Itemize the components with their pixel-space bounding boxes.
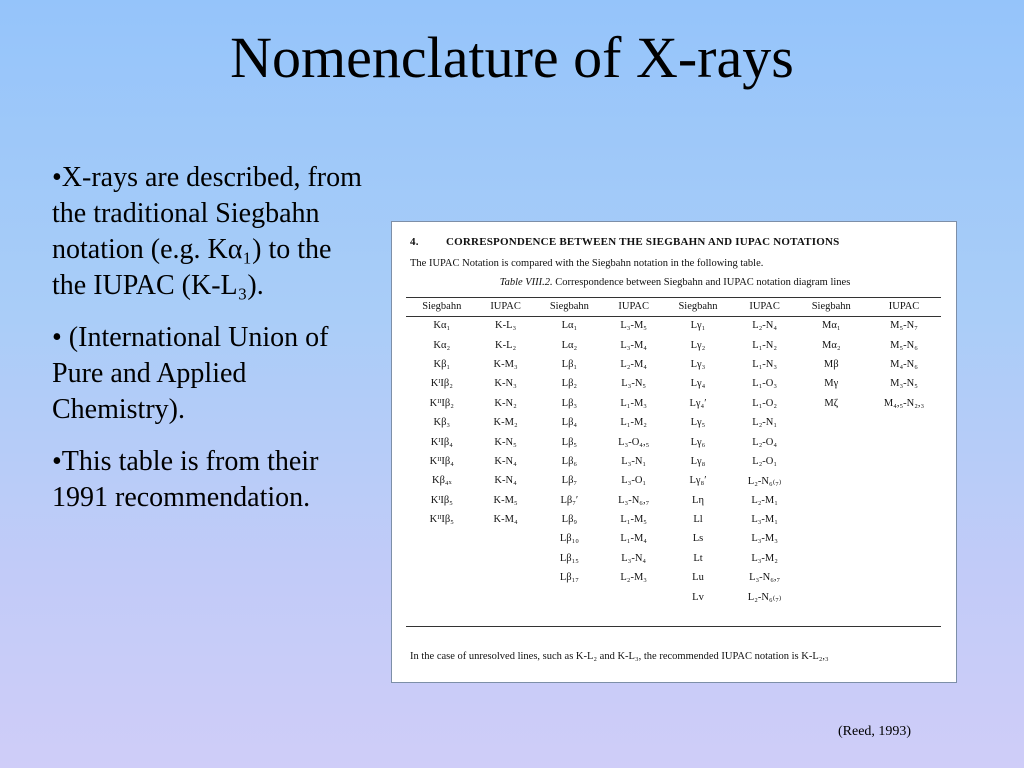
table-cell: M₅-N₇ <box>890 320 918 332</box>
column-header: Siegbahn <box>811 301 851 312</box>
table-cell <box>867 471 941 490</box>
table-row <box>406 549 941 568</box>
table-row <box>406 355 941 374</box>
table-cell: K-N₂ <box>494 397 517 409</box>
table-cell: Lγ₁ <box>690 320 706 332</box>
table-cell <box>406 568 478 587</box>
table-cell: L₂-M₁ <box>751 494 778 506</box>
column-header: IUPAC <box>749 301 780 312</box>
table-cell: L₁-M₄ <box>620 533 647 545</box>
table-cell: Kβ₃ <box>433 417 451 429</box>
table-body <box>406 316 941 607</box>
section-number: 4. <box>410 236 419 248</box>
table-row <box>406 413 941 432</box>
table-cell: L₃-M₅ <box>620 320 647 332</box>
table-header-row <box>406 297 941 316</box>
table-cell: K-N₅ <box>494 436 517 448</box>
table-cell: Mζ <box>824 397 839 409</box>
table-cell <box>867 491 941 510</box>
table-cell: Lβ₂ <box>561 378 578 390</box>
caption-text: Correspondence between Siegbahn and IUPAC notation diagram lines <box>555 277 851 288</box>
table-cell: K-L₂ <box>495 339 517 351</box>
column-header: IUPAC <box>490 301 521 312</box>
table-cell <box>478 549 534 568</box>
table-cell <box>534 587 606 606</box>
table-cell <box>795 413 867 432</box>
table-row <box>406 394 941 413</box>
table-cell: Lβ₆ <box>561 455 578 467</box>
table-cell <box>867 432 941 451</box>
table-cell: L₃-N₄ <box>621 552 647 564</box>
table-cell: Lβ₉ <box>561 514 578 526</box>
table-cell <box>478 587 534 606</box>
table-cell: L₃-O₁ <box>621 475 647 487</box>
table-cell: Mα₁ <box>821 320 841 332</box>
table-cell: Kα₂ <box>433 339 451 351</box>
table-cell <box>867 529 941 548</box>
figure-intro: The IUPAC Notation is compared with the Siegbahn notation in the following table. <box>410 258 764 269</box>
table-cell: Lη <box>692 494 704 506</box>
table-row <box>406 568 941 587</box>
table-cell: Kβ₁ <box>433 358 451 370</box>
table-cell <box>867 568 941 587</box>
table-cell <box>406 549 478 568</box>
table-cell: KᴵIβ₂ <box>430 378 453 390</box>
table-cell <box>795 529 867 548</box>
table-cell: L₁-M₃ <box>620 397 647 409</box>
table-cell: Lβ₇ <box>561 475 578 487</box>
table-cell: Ll <box>693 514 703 526</box>
table-cell <box>867 587 941 606</box>
table-cell: Lβ₃ <box>561 397 578 409</box>
table-cell: KᴵIβ₄ <box>430 436 453 448</box>
table-cell: L₁-M₅ <box>620 514 647 526</box>
table-cell: M₄-N₆ <box>890 358 918 370</box>
column-header: IUPAC <box>618 301 649 312</box>
table-cell: Lβ₁ <box>561 358 578 370</box>
table-row <box>406 587 941 606</box>
table-cell: M₅-N₆ <box>890 339 918 351</box>
table-cell: L₁-O₂ <box>752 397 778 409</box>
table-cell: Lγ₅ <box>690 417 706 429</box>
table-cell: K-M₃ <box>493 358 518 370</box>
table-cell: L₂-O₁ <box>752 455 778 467</box>
table-cell: Lα₂ <box>561 339 578 351</box>
table-cell: KᴵᴵIβ₂ <box>429 397 454 409</box>
table-cell: L₂-M₄ <box>620 358 647 370</box>
table-cell: L₃-M₄ <box>620 339 647 351</box>
table-cell: Kα₁ <box>433 320 451 332</box>
table-cell: Lγ₄′ <box>689 397 707 409</box>
table-cell: Lγ₈′ <box>689 475 707 487</box>
table-cell <box>867 452 941 471</box>
table-cell: L₃-N₅ <box>621 378 647 390</box>
table-row <box>406 316 941 335</box>
table-cell: L₁-N₃ <box>752 358 778 370</box>
table-cell <box>795 549 867 568</box>
table-cell <box>795 568 867 587</box>
table-cell: L₂-N₆₍₇₎ <box>747 475 782 487</box>
table-cell: L₂-N₄ <box>752 320 778 332</box>
table-cell: Lv <box>692 591 704 603</box>
table-cell: KᴵᴵIβ₄ <box>429 455 454 467</box>
table-cell <box>605 587 662 606</box>
table-cell: Lβ₁₀ <box>559 533 579 545</box>
table-cell <box>795 510 867 529</box>
bullet-list <box>52 160 372 532</box>
citation: (Reed, 1993) <box>838 724 912 739</box>
bullet-1991-recommendation: •This table is from their 1991 recommendation. <box>52 446 319 513</box>
table-cell <box>795 432 867 451</box>
table-cell <box>867 549 941 568</box>
table-cell: Lβ₄ <box>561 417 578 429</box>
table-cell: Lγ₆ <box>690 436 706 448</box>
table-cell: Lt <box>693 552 703 564</box>
table-footnote: In the case of unresolved lines, such as K-L₂ and K-L₃, the recommended IUPAC notation is K-L₂,₃ <box>410 651 829 662</box>
table-bottom-rule <box>406 626 941 627</box>
table-cell <box>795 587 867 606</box>
table-cell: Lγ₈ <box>690 455 706 467</box>
table-cell: K-N₄ <box>494 475 517 487</box>
table-cell <box>478 529 534 548</box>
correspondence-table <box>406 297 941 607</box>
table-cell: Lβ₁₅ <box>559 552 579 564</box>
table-cell <box>795 491 867 510</box>
table-cell: L₂-O₄ <box>752 436 778 448</box>
table-cell: Lβ₁₇ <box>559 572 579 584</box>
table-row <box>406 471 941 490</box>
figure-heading <box>410 236 839 248</box>
column-header: Siegbahn <box>549 301 589 312</box>
table-cell: Mγ <box>824 378 839 390</box>
table-cell: K-M₅ <box>493 494 518 506</box>
table-cell: Mα₂ <box>821 339 841 351</box>
column-header: Siegbahn <box>678 301 718 312</box>
notation-table-figure <box>391 221 957 683</box>
table-cell: L₂-M₃ <box>620 572 647 584</box>
table-cell: KᴵIβ₅ <box>430 494 453 506</box>
table-cell: L₃-O₄,₅ <box>618 436 650 448</box>
table-cell: L₃-N₆,₇ <box>749 572 781 584</box>
table-row <box>406 335 941 354</box>
table-cell: Ls <box>692 533 704 545</box>
table-cell <box>406 529 478 548</box>
table-cell: Lβ₅ <box>561 436 578 448</box>
table-cell: Lu <box>692 572 704 584</box>
table-cell: L₁-N₂ <box>752 339 778 351</box>
column-header: IUPAC <box>888 301 920 312</box>
slide-title: Nomenclature of X-rays <box>230 25 794 90</box>
table-cell: L₃-N₁ <box>621 455 647 467</box>
table-cell: L₁-O₃ <box>752 378 778 390</box>
table-row <box>406 529 941 548</box>
column-header: Siegbahn <box>422 301 462 312</box>
table-cell <box>867 510 941 529</box>
table-row <box>406 432 941 451</box>
table-cell: Kβ₄ₓ <box>431 475 452 487</box>
caption-label: Table VIII.2. <box>499 277 553 288</box>
table-cell: K-M₂ <box>493 417 518 429</box>
bullet-siegbahn-notation: •X-rays are described, from the traditional Siegbahn notation (e.g. Kα₁) to the the IUPAC (K-L₃). <box>52 162 362 301</box>
table-row <box>406 491 941 510</box>
table-row <box>406 452 941 471</box>
table-cell: M₄,₅-N₂,₃ <box>883 397 925 409</box>
table-cell: L₃-M₃ <box>751 533 778 545</box>
table-cell: L₃-M₂ <box>751 552 778 564</box>
table-cell: L₂-N₁ <box>752 417 778 429</box>
table-cell: Lγ₂ <box>690 339 706 351</box>
table-cell: K-N₃ <box>494 378 517 390</box>
section-title: CORRESPONDENCE BETWEEN THE SIEGBAHN AND IUPAC NOTATIONS <box>446 236 840 248</box>
table-cell: Lγ₃ <box>690 358 706 370</box>
table-row <box>406 510 941 529</box>
table-cell <box>406 587 478 606</box>
table-cell: K-L₃ <box>495 320 517 332</box>
table-row <box>406 374 941 393</box>
table-cell <box>795 471 867 490</box>
table-cell: L₃-M₁ <box>751 514 778 526</box>
table-cell: Lγ₄ <box>690 378 706 390</box>
bullet-iupac-definition: • (International Union of Pure and Applied Chemistry). <box>52 322 329 425</box>
table-cell: K-N₄ <box>494 455 517 467</box>
table-caption <box>392 277 958 288</box>
table-cell: L₃-N₆,₇ <box>618 494 650 506</box>
table-cell: Lα₁ <box>561 320 578 332</box>
table-cell: Mβ <box>823 358 839 370</box>
table-cell: KᴵᴵIβ₅ <box>429 514 454 526</box>
table-cell: Lβ₇′ <box>560 494 579 506</box>
table-header-rule <box>406 316 941 317</box>
table-cell <box>795 452 867 471</box>
table-cell: K-M₄ <box>493 514 518 526</box>
table-cell: M₃-N₅ <box>890 378 918 390</box>
table-cell <box>867 413 941 432</box>
table-cell: L₁-M₂ <box>620 417 647 429</box>
table-cell: L₂-N₆₍₇₎ <box>747 592 782 604</box>
table-cell <box>478 568 534 587</box>
